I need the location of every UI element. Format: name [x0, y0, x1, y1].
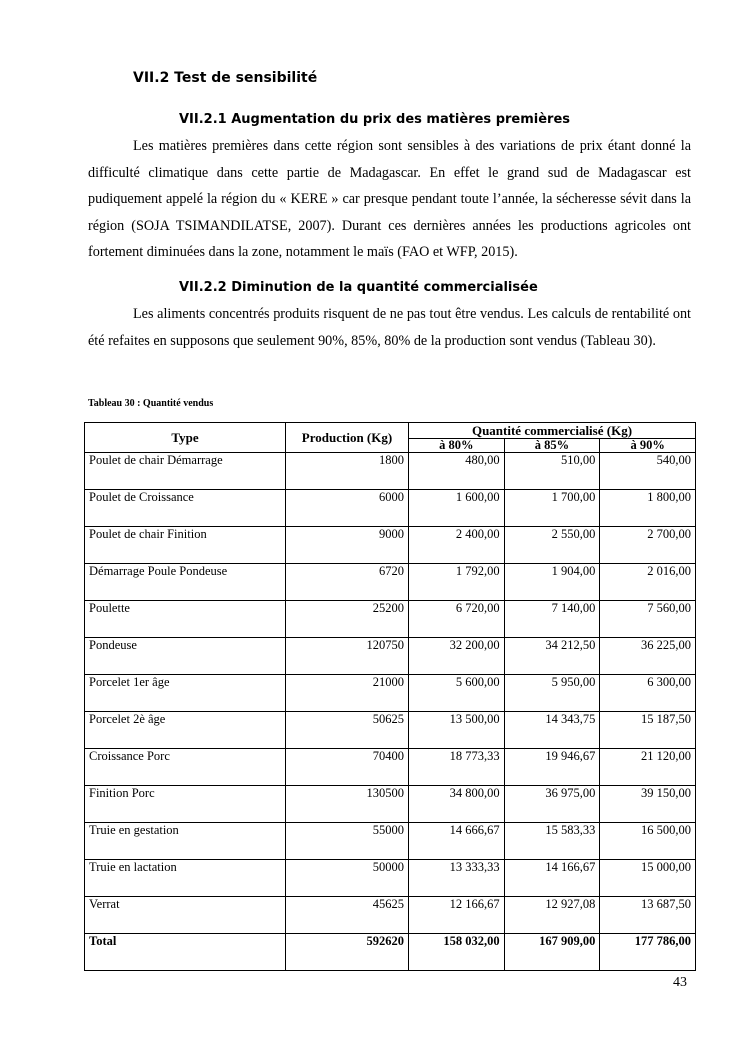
cell-type: Finition Porc — [85, 786, 286, 823]
cell-type: Total — [85, 934, 286, 971]
cell-p90: 15 187,50 — [600, 712, 696, 749]
cell-production: 45625 — [286, 897, 409, 934]
table-row — [85, 786, 696, 823]
quantity-sold-table — [84, 422, 696, 971]
header-p85: à 85% — [504, 439, 600, 453]
cell-production: 25200 — [286, 601, 409, 638]
table-row — [85, 564, 696, 601]
table-row — [85, 897, 696, 934]
table-row — [85, 638, 696, 675]
cell-p80: 14 666,67 — [409, 823, 505, 860]
cell-production: 9000 — [286, 527, 409, 564]
table-body — [85, 453, 696, 971]
cell-p80: 6 720,00 — [409, 601, 505, 638]
cell-production: 592620 — [286, 934, 409, 971]
cell-p85: 12 927,08 — [504, 897, 600, 934]
section-title: VII.2 Test de sensibilité — [133, 70, 318, 86]
cell-p90: 6 300,00 — [600, 675, 696, 712]
cell-production: 50625 — [286, 712, 409, 749]
cell-production: 130500 — [286, 786, 409, 823]
cell-production: 21000 — [286, 675, 409, 712]
table-row — [85, 749, 696, 786]
cell-p90: 540,00 — [600, 453, 696, 490]
subsection-2-paragraph: Les aliments concentrés produits risquent de ne pas tout être vendus. Les calculs de rentabilité ont été refaites en supposons que seulement 90%, 85%, 80% de la production sont vendus (Tableau 30). — [88, 306, 691, 349]
table-row — [85, 527, 696, 564]
header-p80: à 80% — [409, 439, 505, 453]
cell-type: Truie en gestation — [85, 823, 286, 860]
table-row — [85, 601, 696, 638]
cell-type: Poulette — [85, 601, 286, 638]
cell-type: Poulet de chair Démarrage — [85, 453, 286, 490]
cell-p90: 1 800,00 — [600, 490, 696, 527]
cell-p85: 36 975,00 — [504, 786, 600, 823]
cell-type: Porcelet 2è âge — [85, 712, 286, 749]
cell-p85: 167 909,00 — [504, 934, 600, 971]
table-row — [85, 453, 696, 490]
header-production: Production (Kg) — [286, 423, 409, 453]
cell-production: 1800 — [286, 453, 409, 490]
table-total-row — [85, 934, 696, 971]
header-type: Type — [85, 423, 286, 453]
cell-production: 120750 — [286, 638, 409, 675]
table-row — [85, 675, 696, 712]
cell-p90: 13 687,50 — [600, 897, 696, 934]
cell-p85: 19 946,67 — [504, 749, 600, 786]
cell-p90: 16 500,00 — [600, 823, 696, 860]
cell-p90: 2 700,00 — [600, 527, 696, 564]
cell-p80: 5 600,00 — [409, 675, 505, 712]
cell-type: Pondeuse — [85, 638, 286, 675]
cell-p85: 1 700,00 — [504, 490, 600, 527]
cell-p80: 13 500,00 — [409, 712, 505, 749]
cell-type: Poulet de chair Finition — [85, 527, 286, 564]
cell-p90: 21 120,00 — [600, 749, 696, 786]
cell-p90: 15 000,00 — [600, 860, 696, 897]
subsection-2-title: VII.2.2 Diminution de la quantité commercialisée — [179, 280, 538, 295]
cell-p85: 510,00 — [504, 453, 600, 490]
cell-type: Verrat — [85, 897, 286, 934]
cell-p80: 34 800,00 — [409, 786, 505, 823]
cell-p85: 34 212,50 — [504, 638, 600, 675]
cell-p80: 18 773,33 — [409, 749, 505, 786]
cell-type: Truie en lactation — [85, 860, 286, 897]
cell-p85: 2 550,00 — [504, 527, 600, 564]
cell-p90: 36 225,00 — [600, 638, 696, 675]
cell-production: 6720 — [286, 564, 409, 601]
table-caption: Tableau 30 : Quantité vendus — [88, 398, 214, 409]
cell-production: 70400 — [286, 749, 409, 786]
cell-p85: 14 343,75 — [504, 712, 600, 749]
cell-type: Poulet de Croissance — [85, 490, 286, 527]
subsection-1-paragraph: Les matières premières dans cette région sont sensibles à des variations de prix étant donné la difficulté climatique dans cette partie de Madagascar. En effet le grand sud de Madagascar est pudiquement appelé la région du « KERE » car presque pendant toute l’année, la sécheresse sévit dans la région (SOJA TSIMANDILATSE, 2007). Durant ces dernières années les productions agricoles ont fortement diminuées dans la zone, notamment le maïs (FAO et WFP, 2015). — [88, 138, 691, 260]
cell-p85: 7 140,00 — [504, 601, 600, 638]
cell-p80: 2 400,00 — [409, 527, 505, 564]
cell-p85: 14 166,67 — [504, 860, 600, 897]
table-row — [85, 860, 696, 897]
cell-p80: 1 792,00 — [409, 564, 505, 601]
cell-p90: 177 786,00 — [600, 934, 696, 971]
table-row — [85, 823, 696, 860]
cell-type: Croissance Porc — [85, 749, 286, 786]
subsection-1-title: VII.2.1 Augmentation du prix des matières premières — [179, 112, 571, 127]
cell-p90: 7 560,00 — [600, 601, 696, 638]
cell-p80: 158 032,00 — [409, 934, 505, 971]
cell-p85: 1 904,00 — [504, 564, 600, 601]
cell-p80: 13 333,33 — [409, 860, 505, 897]
cell-production: 6000 — [286, 490, 409, 527]
cell-p80: 12 166,67 — [409, 897, 505, 934]
cell-p80: 32 200,00 — [409, 638, 505, 675]
cell-p90: 39 150,00 — [600, 786, 696, 823]
page-number: 43 — [673, 975, 687, 990]
table-row — [85, 712, 696, 749]
table-row — [85, 490, 696, 527]
cell-p85: 15 583,33 — [504, 823, 600, 860]
cell-p85: 5 950,00 — [504, 675, 600, 712]
cell-type: Démarrage Poule Pondeuse — [85, 564, 286, 601]
header-quantity-group: Quantité commercialisé (Kg) — [409, 423, 696, 439]
cell-p80: 480,00 — [409, 453, 505, 490]
cell-production: 50000 — [286, 860, 409, 897]
cell-production: 55000 — [286, 823, 409, 860]
cell-p90: 2 016,00 — [600, 564, 696, 601]
cell-type: Porcelet 1er âge — [85, 675, 286, 712]
cell-p80: 1 600,00 — [409, 490, 505, 527]
header-p90: à 90% — [600, 439, 696, 453]
